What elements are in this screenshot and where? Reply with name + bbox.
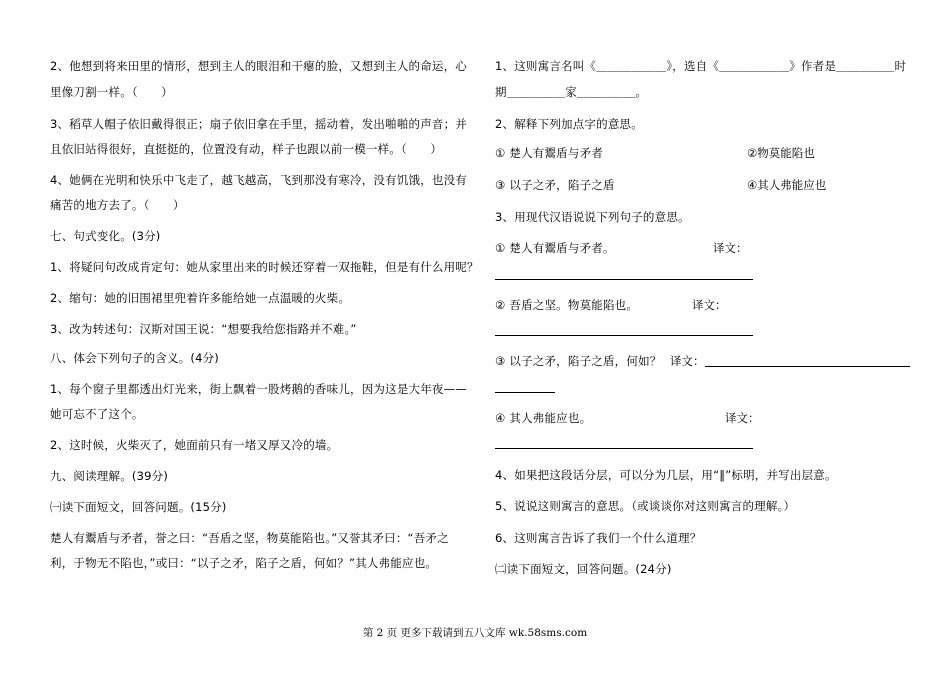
q1-line-2: 期＿＿＿＿＿家＿＿＿＿＿。 — [495, 85, 648, 99]
section-9-heading: 九、阅读理解。(39分) — [50, 469, 169, 483]
left-line-1: 2、他想到将来田里的情形，想到主人的眼泪和干瘪的脸，又想到主人的命运，心 — [50, 59, 468, 73]
answer-line-3a[interactable] — [705, 366, 910, 367]
passage-line-1: 楚人有鬻盾与矛者，誉之曰：“吾盾之坚，物莫能陷也。”又誉其矛曰：“吾矛之 — [50, 531, 449, 545]
q2-item-b: ②物莫能陷也 — [747, 146, 815, 160]
q3-sentence-4: ④ 其人弗能应也。 — [495, 411, 592, 425]
q2-prompt: 2、解释下列加点字的意思。 — [495, 117, 643, 131]
section-7-heading: 七、句式变化。(3分) — [50, 229, 161, 243]
q3-translation-label-1: 译文： — [713, 241, 748, 255]
q1-line-1: 1、这则寓言名叫《＿＿＿＿＿＿》，选自《＿＿＿＿＿＿》作者是＿＿＿＿＿时 — [495, 59, 907, 73]
reading-1-heading: ㈠读下面短文，回答问题。(15分) — [50, 500, 227, 514]
left-line-3: 3、稻草人帽子依旧戴得很正；扇子依旧拿在手里，摇动着，发出啪啪的声音；并 — [50, 117, 468, 131]
q3-sentence-1: ① 楚人有鬻盾与矛者。 — [495, 241, 615, 255]
q3-translation-label-3: 译文： — [670, 354, 705, 368]
q6-prompt: 6、这则寓言告诉了我们一个什么道理？ — [495, 531, 702, 545]
q2-item-a: ① 楚人有鬻盾与矛者 — [495, 146, 603, 160]
q4-prompt: 4、如果把这段话分层，可以分为几层，用“‖”标明，并写出层意。 — [495, 468, 837, 482]
answer-line-4[interactable] — [495, 448, 753, 449]
q2-item-d: ④其人弗能应也 — [747, 178, 827, 192]
left-line-5: 4、她俩在光明和快乐中飞走了，越飞越高，飞到那没有寒冷，没有饥饿，也没有 — [50, 173, 468, 187]
answer-line-2[interactable] — [495, 335, 753, 336]
left-line-14: 2、这时候，火柴灭了，她面前只有一堵又厚又冷的墙。 — [50, 438, 339, 452]
section-8-heading: 八、体会下列句子的含义。(4分) — [50, 351, 219, 365]
left-line-2: 里像刀割一样。（ ） — [50, 85, 173, 99]
passage-line-2: 利，于物无不陷也，”或曰：“以子之矛，陷子之盾，何如？”其人弗能应也。 — [50, 556, 438, 570]
left-line-8: 1、将疑问句改成肯定句：她从家里出来的时候还穿着一双拖鞋，但是有什么用呢？ — [50, 260, 479, 274]
q3-sentence-2: ② 吾盾之坚。物莫能陷也。 — [495, 298, 639, 312]
left-line-10: 3、改为转述句：汉斯对国王说：“想要我给您指路并不难。” — [50, 322, 357, 336]
reading-2-heading: ㈡读下面短文，回答问题。(24分) — [495, 562, 672, 576]
page-footer: 第 2 页 更多下载请到五八文库 wk.58sms.com — [362, 627, 588, 639]
q3-sentence-3: ③ 以子之矛，陷子之盾，何如？ — [495, 354, 662, 368]
answer-line-1[interactable] — [495, 279, 753, 280]
q3-translation-label-2: 译文： — [692, 298, 727, 312]
q3-prompt: 3、用现代汉语说说下列句子的意思。 — [495, 210, 690, 224]
q3-translation-label-4: 译文： — [725, 411, 760, 425]
answer-line-3b[interactable] — [495, 392, 555, 393]
left-line-9: 2、缩句：她的旧围裙里兜着许多能给她一点温暖的火柴。 — [50, 291, 351, 305]
left-line-6: 痛苦的地方去了。（ ） — [50, 198, 185, 212]
left-line-4: 且依旧站得很好，直挺挺的，位置没有动，样子也跟以前一模一样。（ ） — [50, 142, 443, 156]
left-line-12: 1、每个窗子里都透出灯光来，街上飘着一股烤鹅的香味儿，因为这是大年夜—— — [50, 382, 468, 396]
left-line-13: 她可忘不了这个。 — [50, 407, 144, 421]
q2-item-c: ③ 以子之矛，陷子之盾 — [495, 178, 615, 192]
q5-prompt: 5、说说这则寓言的意思。（或谈谈你对这则寓言的理解。） — [495, 499, 796, 513]
